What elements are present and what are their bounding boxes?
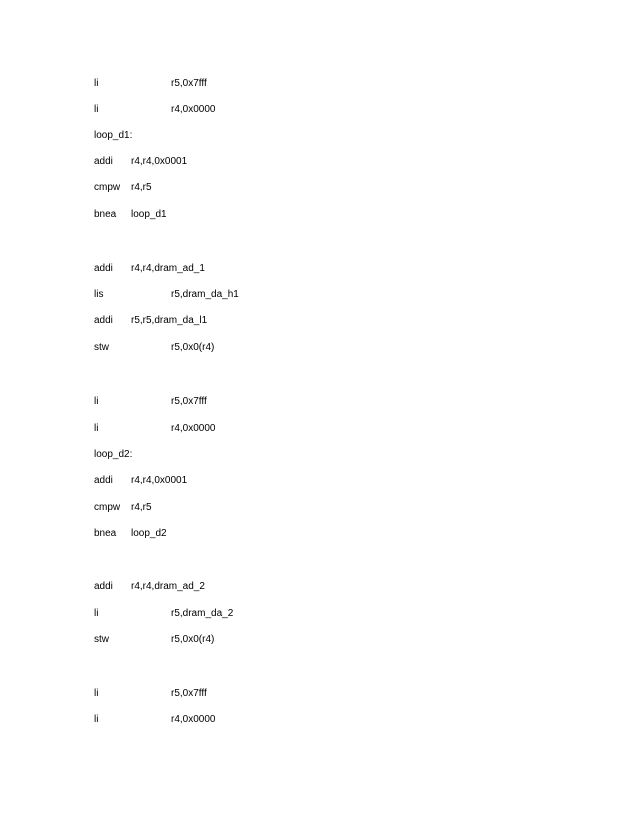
operands: r4,0x0000 xyxy=(171,714,216,725)
operands: loop_d2 xyxy=(131,528,167,539)
operands: loop_d1 xyxy=(131,209,167,220)
code-line xyxy=(94,501,152,515)
operands: r5,0x7fff xyxy=(171,396,207,407)
label-text: loop_d1: xyxy=(94,130,133,141)
operands: r4,0x0000 xyxy=(171,104,216,115)
code-line xyxy=(94,395,207,409)
code-line xyxy=(94,607,234,621)
code-line xyxy=(94,713,216,727)
operands: r4,r4,0x0001 xyxy=(131,156,188,167)
code-line xyxy=(94,103,216,117)
mnemonic: bnea xyxy=(94,209,117,220)
operands: r5,0x7fff xyxy=(171,78,207,89)
mnemonic: bnea xyxy=(94,528,117,539)
code-line xyxy=(94,580,205,594)
operands: r5,dram_da_h1 xyxy=(171,289,239,300)
code-line xyxy=(94,181,152,195)
operands: r5,r5,dram_da_l1 xyxy=(131,315,208,326)
mnemonic: cmpw xyxy=(94,502,121,513)
mnemonic: addi xyxy=(94,581,113,592)
operands: r4,r5 xyxy=(131,182,152,193)
mnemonic: lis xyxy=(94,289,104,300)
code-line xyxy=(94,155,188,169)
code-line xyxy=(94,288,239,302)
code-line xyxy=(94,262,205,276)
code-label xyxy=(94,448,133,462)
operands: r5,0x7fff xyxy=(171,688,207,699)
operands: r5,dram_da_2 xyxy=(171,608,234,619)
mnemonic: li xyxy=(94,714,99,725)
code-line xyxy=(94,687,207,701)
code-line xyxy=(94,208,167,222)
operands: r4,r4,dram_ad_2 xyxy=(131,581,205,592)
operands: r5,0x0(r4) xyxy=(171,634,215,645)
code-line xyxy=(94,633,215,647)
code-line xyxy=(94,474,188,488)
mnemonic: li xyxy=(94,608,99,619)
mnemonic: li xyxy=(94,423,99,434)
mnemonic: stw xyxy=(94,634,109,645)
mnemonic: li xyxy=(94,78,99,89)
code-line xyxy=(94,527,167,541)
mnemonic: stw xyxy=(94,342,109,353)
code-line xyxy=(94,314,208,328)
mnemonic: cmpw xyxy=(94,182,121,193)
mnemonic: addi xyxy=(94,156,113,167)
code-line xyxy=(94,341,215,355)
code-label xyxy=(94,129,133,143)
label-text: loop_d2: xyxy=(94,449,133,460)
operands: r4,0x0000 xyxy=(171,423,216,434)
mnemonic: li xyxy=(94,688,99,699)
mnemonic: addi xyxy=(94,263,113,274)
mnemonic: li xyxy=(94,396,99,407)
operands: r4,r4,0x0001 xyxy=(131,475,188,486)
operands: r5,0x0(r4) xyxy=(171,342,215,353)
mnemonic: addi xyxy=(94,315,113,326)
code-line xyxy=(94,77,207,91)
mnemonic: addi xyxy=(94,475,113,486)
operands: r4,r5 xyxy=(131,502,152,513)
mnemonic: li xyxy=(94,104,99,115)
code-line xyxy=(94,422,216,436)
operands: r4,r4,dram_ad_1 xyxy=(131,263,205,274)
